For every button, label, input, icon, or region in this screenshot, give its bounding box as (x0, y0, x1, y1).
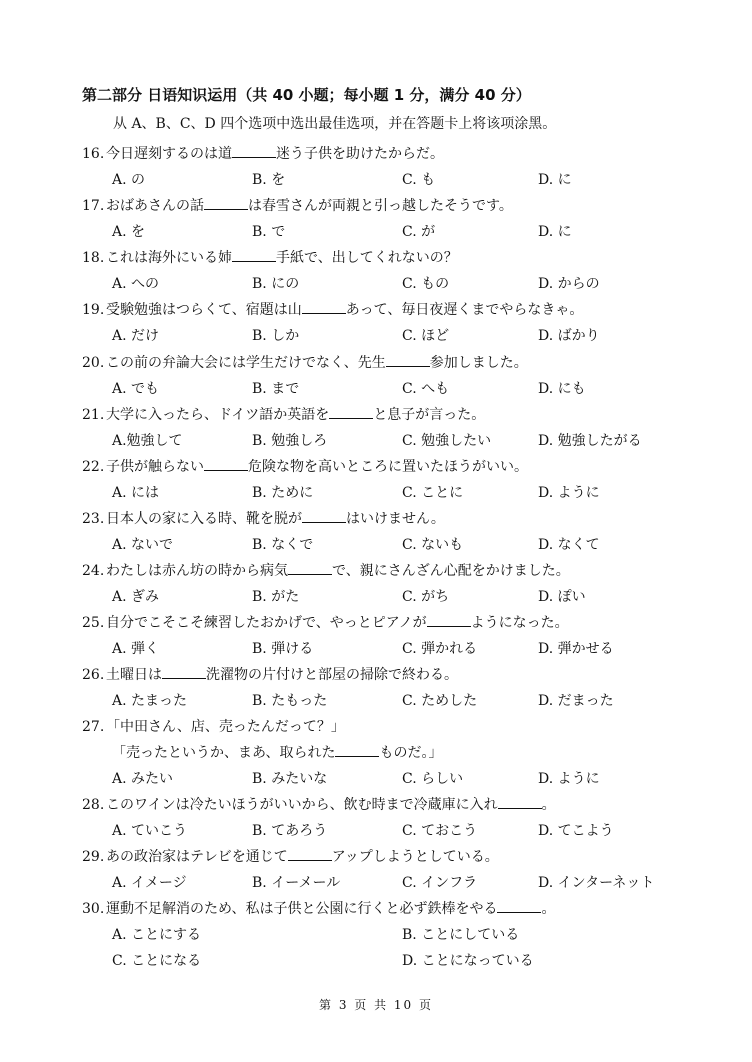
option-b[interactable]: B. みたいな (252, 771, 328, 787)
question-stem (82, 144, 722, 164)
question-number: 29. (82, 849, 105, 865)
question-20 (82, 353, 722, 399)
options-row (82, 535, 722, 555)
options-row (82, 170, 722, 190)
stem-text-after: は春雪さんが両親と引っ越したそうです。 (248, 198, 513, 214)
option-a[interactable]: A. への (112, 276, 160, 292)
option-a[interactable]: A. には (112, 485, 160, 501)
option-b[interactable]: B. イーメール (252, 875, 341, 891)
option-b[interactable]: B. ために (252, 485, 314, 501)
section-title: 第二部分 日语知识运用（共 40 小题；每小题 1 分，满分 40 分） (82, 86, 531, 104)
stem-text-after: 。 (541, 901, 556, 917)
question-number: 22. (82, 459, 105, 475)
option-b[interactable]: B. しか (252, 328, 300, 344)
option-b[interactable]: B. まで (252, 381, 300, 397)
question-number: 19. (82, 302, 105, 318)
answer-blank (232, 248, 276, 262)
stem-text-before: 大学に入ったら、ドイツ語か英語を (106, 407, 330, 423)
option-d[interactable]: D. に (538, 224, 572, 240)
option-c[interactable]: C. ないも (402, 537, 464, 553)
question-stem (82, 457, 722, 477)
question-number: 23. (82, 511, 105, 527)
question-30 (82, 899, 722, 971)
question-stem (82, 509, 722, 529)
question-number: 27. (82, 719, 105, 735)
stem-text-before: 自分でこそこそ練習したおかげで、やっとピアノが (106, 615, 427, 631)
stem-text-before: 日本人の家に入る時、靴を脱が (106, 511, 302, 527)
option-a[interactable]: A. みたい (112, 771, 174, 787)
option-a[interactable]: A. 弾く (112, 641, 160, 657)
stem-text-after: 手紙で、出してくれないの？ (276, 250, 458, 266)
options-row (82, 326, 722, 346)
option-c[interactable]: C. へも (402, 381, 450, 397)
option-b[interactable]: B. なくで (252, 537, 314, 553)
option-b[interactable]: B. がた (252, 589, 300, 605)
option-c[interactable]: C. インフラ (402, 875, 478, 891)
option-a[interactable]: A. を (112, 224, 146, 240)
question-18 (82, 248, 722, 294)
option-c[interactable]: C. もの (402, 276, 450, 292)
section-instruction: 从 A、B、C、D 四个选项中选出最佳选项，并在答题卡上将该项涂黑。 (113, 116, 557, 132)
question-number: 17. (82, 198, 105, 214)
question-stem (82, 405, 722, 425)
option-a[interactable]: A. でも (112, 381, 160, 397)
question-stem (82, 717, 722, 737)
stem-text-after: と息子が言った。 (373, 407, 486, 423)
option-c[interactable]: C. ためした (402, 693, 478, 709)
option-c[interactable]: C. 弾かれる (402, 641, 478, 657)
question-number: 18. (82, 250, 105, 266)
option-a[interactable]: A. たまった (112, 693, 188, 709)
question-stem (82, 248, 722, 268)
question-number: 26. (82, 667, 105, 683)
options-row (82, 431, 722, 451)
answer-blank (288, 847, 332, 861)
option-d[interactable]: D. ように (538, 485, 600, 501)
page-footer: 第 3 页 共 10 页 (319, 998, 433, 1012)
option-c[interactable]: C. がち (402, 589, 450, 605)
option-d[interactable]: D. にも (538, 381, 586, 397)
sub-stem-text-after: ものだ。」 (379, 745, 443, 761)
answer-blank (497, 899, 541, 913)
option-c[interactable]: C. ことに (402, 485, 464, 501)
question-number: 24. (82, 563, 105, 579)
question-number: 30. (82, 901, 105, 917)
question-stem (82, 561, 722, 581)
answer-blank (288, 561, 332, 575)
stem-text-after: で、親にさんざん心配をかけました。 (332, 563, 570, 579)
option-d[interactable]: D. てこよう (538, 823, 614, 839)
stem-text-before: 土曜日は (106, 667, 162, 683)
option-a[interactable]: A. イメージ (112, 875, 187, 891)
answer-blank (498, 795, 542, 809)
question-26 (82, 665, 722, 711)
stem-text-after: 危険な物を高いところに置いたほうがいい。 (248, 459, 528, 475)
stem-text-after: 。 (541, 797, 556, 813)
question-number: 20. (82, 355, 105, 371)
stem-text-before: 子供が触らない (106, 459, 204, 475)
question-29 (82, 847, 722, 893)
answer-blank (204, 196, 248, 210)
question-stem (82, 613, 722, 633)
option-a[interactable]: A. ていこう (112, 823, 188, 839)
option-d[interactable]: D. なくて (538, 537, 600, 553)
option-a[interactable]: A.勉強して (112, 433, 183, 449)
option-b[interactable]: B. で (252, 224, 286, 240)
option-b[interactable]: B. てあろう (252, 823, 328, 839)
stem-text-after: 迷う子供を助けたからだ。 (276, 146, 444, 162)
stem-text-before: 「中田さん、店、売ったんだって？」 (106, 719, 345, 735)
options-row (82, 873, 722, 893)
answer-blank (427, 613, 471, 627)
options-row (82, 691, 722, 711)
options-row (82, 821, 722, 841)
option-a[interactable]: A. だけ (112, 328, 160, 344)
stem-text-before: この前の弁論大会には学生だけでなく、先生 (106, 355, 386, 371)
question-24 (82, 561, 722, 607)
option-c[interactable]: C. ほど (402, 328, 450, 344)
option-d[interactable]: D. からの (538, 276, 600, 292)
option-d[interactable]: D. に (538, 172, 572, 188)
options-row (82, 483, 722, 503)
question-27 (82, 717, 722, 789)
question-23 (82, 509, 722, 555)
option-d[interactable]: D. インターネット (538, 875, 655, 891)
option-c[interactable]: C. 勉強したい (402, 433, 492, 449)
options-row (82, 587, 722, 607)
option-d[interactable]: D. だまった (538, 693, 614, 709)
options-row (82, 274, 722, 294)
option-d[interactable]: D. ぽい (538, 589, 586, 605)
question-stem (82, 196, 722, 216)
option-a[interactable]: A. ことにする (112, 927, 202, 943)
question-17 (82, 196, 722, 242)
stem-text-after: はいけません。 (346, 511, 445, 527)
stem-text-before: これは海外にいる姉 (106, 250, 232, 266)
stem-text-after: 洗濯物の片付けと部屋の掃除で終わる。 (206, 667, 458, 683)
question-25 (82, 613, 722, 659)
question-stem (82, 353, 722, 373)
question-stem (82, 899, 722, 919)
question-number: 21. (82, 407, 105, 423)
question-22 (82, 457, 722, 503)
option-c[interactable]: C. も (402, 172, 436, 188)
options-row (82, 769, 722, 789)
sub-stem-text-before: 「売ったというか、まあ、取られた (112, 745, 336, 761)
question-stem (82, 665, 722, 685)
option-b[interactable]: B. たもった (252, 693, 328, 709)
question-number: 28. (82, 797, 105, 813)
option-b[interactable]: B. 勉強しろ (252, 433, 328, 449)
option-b[interactable]: B. にの (252, 276, 300, 292)
option-a[interactable]: A. ないで (112, 537, 174, 553)
option-d[interactable]: D. ことになっている (402, 953, 534, 969)
answer-blank (232, 144, 276, 158)
options-row (82, 379, 722, 399)
question-28 (82, 795, 722, 841)
option-d[interactable]: D. ように (538, 771, 600, 787)
question-number: 25. (82, 615, 105, 631)
question-stem (82, 847, 722, 867)
options-row (82, 639, 722, 659)
option-c[interactable]: C. ことになる (112, 953, 202, 969)
option-b[interactable]: B. を (252, 172, 286, 188)
question-21 (82, 405, 722, 451)
answer-blank (302, 509, 346, 523)
stem-text-before: このワインは冷たいほうがいいから、飲む時まで冷蔵庫に入れ (106, 797, 498, 813)
stem-text-before: あの政治家はテレビを通じて (106, 849, 288, 865)
option-a[interactable]: A. の (112, 172, 146, 188)
option-c[interactable]: C. が (402, 224, 436, 240)
stem-text-after: アップしようとしている。 (331, 849, 499, 865)
stem-text-after: 参加しました。 (429, 355, 528, 371)
option-c[interactable]: C. ておこう (402, 823, 478, 839)
question-stem (82, 795, 722, 815)
stem-text-after: ようになった。 (470, 615, 569, 631)
option-b[interactable]: B. 弾ける (252, 641, 314, 657)
question-16 (82, 144, 722, 190)
question-sub-stem (82, 743, 722, 763)
stem-text-before: おばあさんの話 (106, 198, 204, 214)
option-d[interactable]: D. ばかり (538, 328, 600, 344)
answer-blank (386, 353, 430, 367)
option-b[interactable]: B. ことにしている (402, 927, 520, 943)
answer-blank (302, 300, 346, 314)
option-a[interactable]: A. ぎみ (112, 589, 160, 605)
question-number: 16. (82, 146, 105, 162)
stem-text-before: 運動不足解消のため、私は子供と公園に行くと必ず鉄棒をやる (106, 901, 498, 917)
answer-blank (335, 743, 379, 757)
answer-blank (329, 405, 373, 419)
option-d[interactable]: D. 勉強したがる (538, 433, 642, 449)
stem-text-before: 受験勉強はつらくて、宿題は山 (106, 302, 302, 318)
option-c[interactable]: C. らしい (402, 771, 464, 787)
option-d[interactable]: D. 弾かせる (538, 641, 614, 657)
answer-blank (162, 665, 206, 679)
options-row (82, 222, 722, 242)
question-stem (82, 300, 722, 320)
options-row (82, 951, 722, 971)
options-row (82, 925, 722, 945)
stem-text-after: あって、毎日夜遅くまでやらなきゃ。 (345, 302, 584, 318)
stem-text-before: わたしは赤ん坊の時から病気 (106, 563, 288, 579)
answer-blank (204, 457, 248, 471)
question-19 (82, 300, 722, 346)
stem-text-before: 今日遅刻するのは道 (106, 146, 232, 162)
